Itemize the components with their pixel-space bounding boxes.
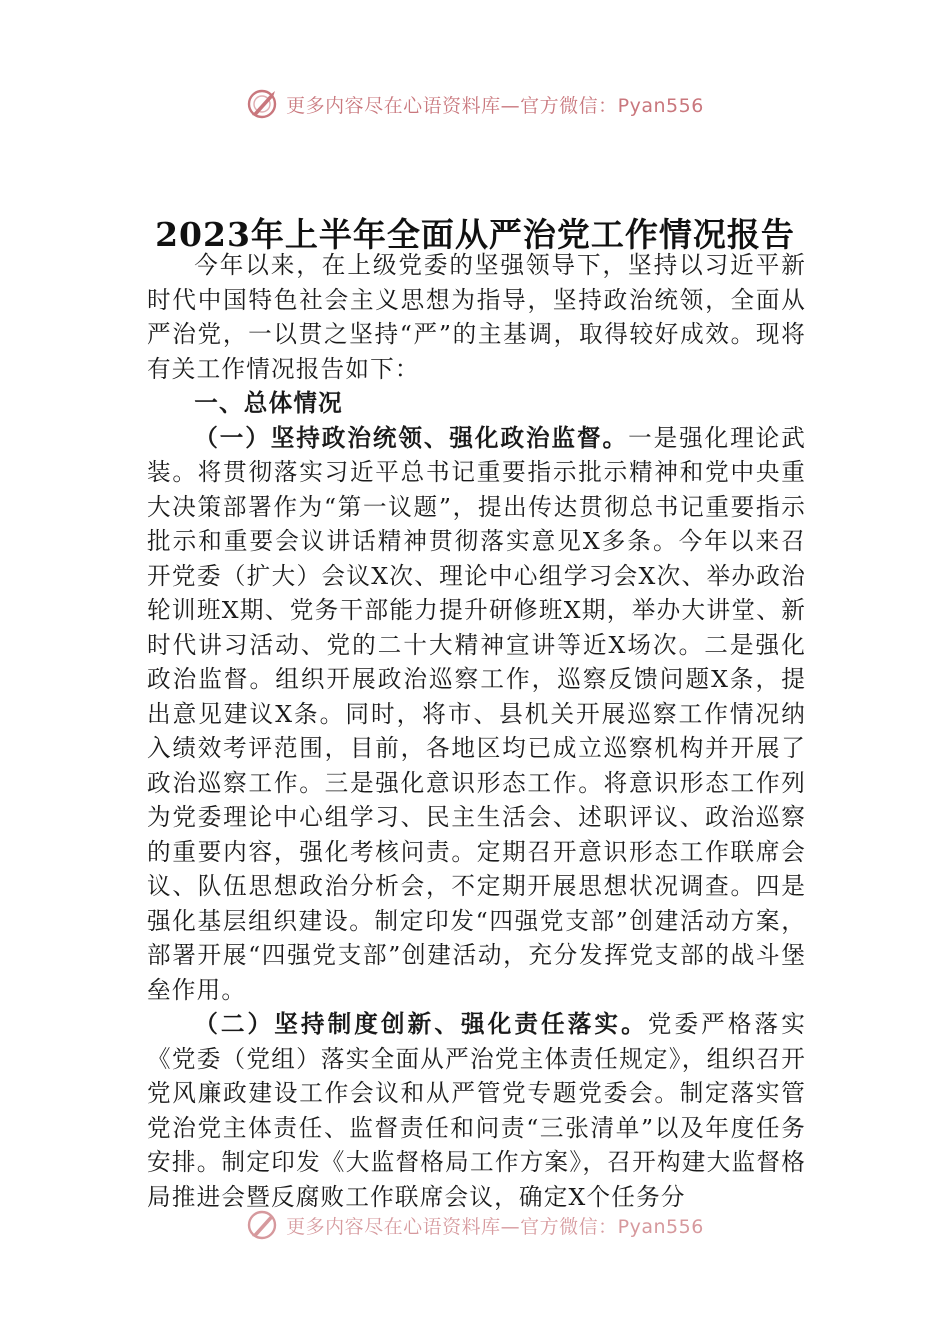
section-heading: 一、总体情况 [194, 389, 343, 417]
watermark-header [0, 86, 950, 122]
watermark-footer [0, 1208, 950, 1242]
paragraph-responsibility [147, 1007, 806, 1214]
document-body [147, 248, 806, 1214]
paragraph-body: 党委严格落实《党委（党组）落实全面从严治党主体责任规定》，组织召开党风廉政建设工作会议和从严管党专题党委会。制定落实管党治党主体责任、监督责任和问责“三张清单”以及年度任务安排。制定印发《大监督格局工作方案》，召开构建大监督格局推进会暨反腐败工作联席会议，确定X个任务分 [147, 1010, 807, 1211]
paragraph-lead: （二）坚持制度创新、强化责任落实。 [194, 1010, 648, 1038]
paragraph-political-supervision [147, 421, 806, 1008]
document-title: 2023年上半年全面从严治党工作情况报告 [155, 215, 795, 255]
watermark-text: 更多内容尽在心语资料库—官方微信：Pyan556 [286, 1215, 704, 1238]
pen-quill-circle-logo-icon [246, 1209, 278, 1241]
paragraph-lead: （一）坚持政治统领、强化政治监督。 [194, 423, 629, 452]
intro-paragraph: 今年以来，在上级党委的坚强领导下，坚持以习近平新时代中国特色社会主义思想为指导，坚持政治统领，全面从严治党，一以贯之坚持“严”的主基调，取得较好成效。现将有关工作情况报告如下： [147, 251, 806, 383]
paragraph-body: 一是强化理论武装。将贯彻落实习近平总书记重要指示批示精神和党中央重大决策部署作为“第一议题”，提出传达贯彻总书记重要指示批示和重要会议讲话精神贯彻落实意见X多条。今年以来召开党委（扩大）会议X次、理论中心组学习会X次、举办政治轮训班X期、党务干部能力提升研修班X期，举办大讲堂、新时代讲习活动、党的二十大精神宣讲等近X场次。二是强化政治监督。组织开展政治巡察工作，巡察反馈问题X条，提出意见建议X条。同时，将市、县机关开展巡察工作情况纳入绩效考评范围，目前，各地区均已成立巡察机构并开展了政治巡察工作。三是强化意识形态工作。将意识形态工作列为党委理论中心组学习、民主生活会、述职评议、政治巡察的重要内容，强化考核问责。定期召开意识形态工作联席会议、队伍思想政治分析会，不定期开展思想状况调查。四是强化基层组织建设。制定印发“四强党支部”创建活动方案，部署开展“四强党支部”创建活动，充分发挥党支部的战斗堡垒作用。 [147, 423, 806, 1004]
watermark-text: 更多内容尽在心语资料库—官方微信：Pyan556 [286, 94, 704, 117]
pen-quill-circle-logo-icon [246, 88, 278, 120]
